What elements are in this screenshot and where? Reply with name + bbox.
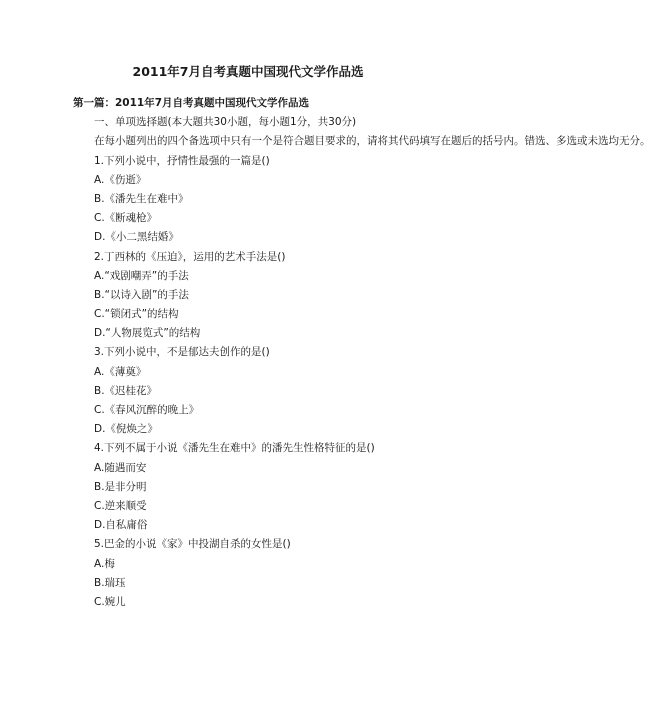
question-3-stem: 3.下列小说中，不是郁达夫创作的是() xyxy=(94,346,270,359)
question-4-option-d: D.自私庸俗 xyxy=(94,519,148,532)
section-heading: 第一篇：2011年7月自考真题中国现代文学作品选 xyxy=(73,97,310,109)
question-1-stem: 1.下列小说中，抒情性最强的一篇是() xyxy=(94,154,270,167)
question-5-option-c: C.婉儿 xyxy=(94,595,126,608)
question-3-option-d: D.《倪焕之》 xyxy=(94,423,158,436)
instructions-paragraph: 在每小题列出的四个备选项中只有一个是符合题目要求的，请将其代码填写在题后的括号内。错选、多选或未选均无分。 xyxy=(94,135,651,148)
question-2-option-b: B.“以诗入剧”的手法 xyxy=(94,288,189,301)
question-3-option-c: C.《春风沉醉的晚上》 xyxy=(94,404,200,416)
question-1-option-b: B.《潘先生在难中》 xyxy=(94,192,189,205)
question-4-option-b: B.是非分明 xyxy=(94,480,147,493)
question-4-option-c: C.逆来顺受 xyxy=(94,499,147,512)
question-1-option-d: D.《小二黑结婚》 xyxy=(94,231,179,244)
question-2-option-a: A.“戏剧嘲弄”的手法 xyxy=(94,269,189,282)
question-5-stem: 5.巴金的小说《家》中投湖自杀的女性是() xyxy=(94,538,291,551)
question-4-option-a: A.随遇而安 xyxy=(94,461,147,474)
document-body xyxy=(73,94,651,612)
question-1-option-c: C.《断魂枪》 xyxy=(94,212,158,225)
question-2-option-d: D.“人物展览式”的结构 xyxy=(94,327,201,340)
question-1-option-a: A.《伤逝》 xyxy=(94,173,147,186)
document-title: 2011年7月自考真题中国现代文学作品选 xyxy=(132,64,364,79)
question-5-option-b: B.瑞珏 xyxy=(94,576,126,589)
question-2-stem: 2.丁西林的《压迫》，运用的艺术手法是() xyxy=(94,250,286,263)
question-3-option-a: A.《薄奠》 xyxy=(94,365,147,378)
question-3-option-b: B.《迟桂花》 xyxy=(94,384,158,397)
question-5-option-a: A.梅 xyxy=(94,557,115,570)
question-4-stem: 4.下列不属于小说《潘先生在难中》的潘先生性格特征的是() xyxy=(94,442,375,455)
question-2-option-c: C.“锁闭式”的结构 xyxy=(94,308,179,321)
part-heading: 一、单项选择题(本大题共30小题，每小题1分，共30分) xyxy=(94,116,357,129)
